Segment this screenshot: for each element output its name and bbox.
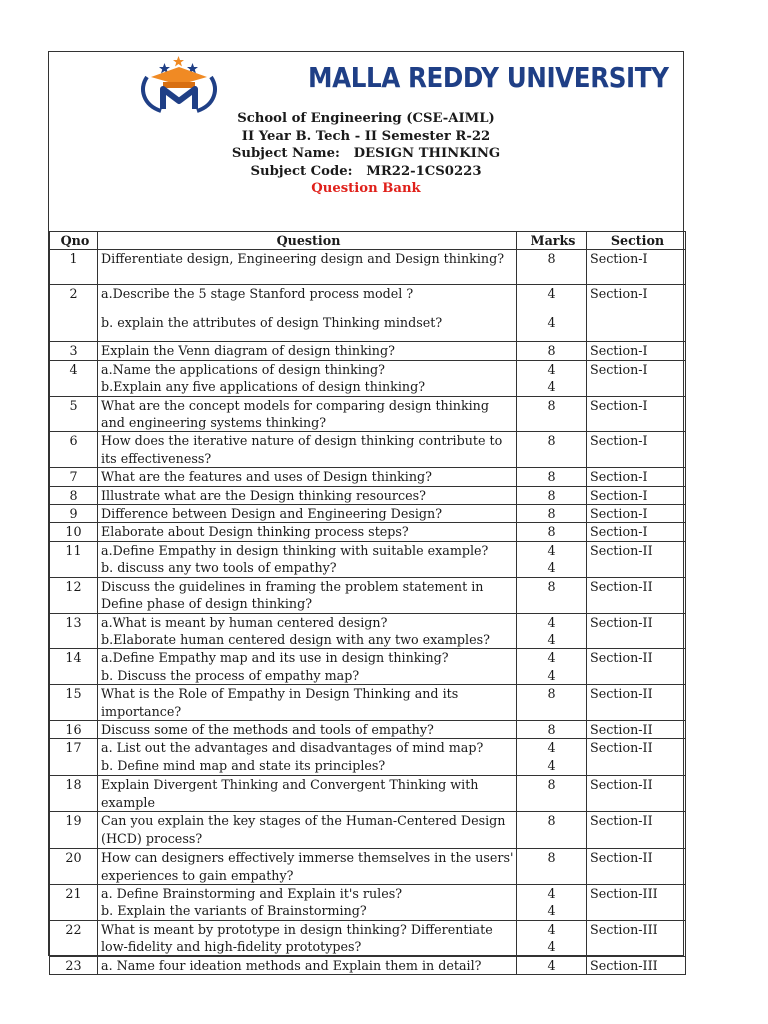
section: Section-I (587, 468, 686, 486)
table-row (50, 486, 686, 504)
question-text (98, 956, 517, 974)
question-text (98, 468, 517, 486)
marks (517, 776, 587, 812)
question-table (49, 231, 686, 975)
question-number: 15 (50, 685, 98, 721)
marks (517, 720, 587, 738)
marks-value: 8 (547, 850, 556, 866)
marks (517, 342, 587, 360)
question-part: a.Name the applications of design thinking? (101, 361, 385, 377)
question-text (98, 920, 517, 956)
section: Section-I (587, 396, 686, 432)
marks (517, 432, 587, 468)
question-part: Elaborate about Design thinking process steps? (101, 524, 409, 540)
question-part: b. explain the attributes of design Thinking mindset? (101, 314, 443, 330)
header-lines (49, 110, 683, 198)
marks-value: 4 (547, 667, 556, 683)
question-number: 4 (50, 360, 98, 396)
question-number: 17 (50, 739, 98, 776)
question-number: 22 (50, 920, 98, 956)
question-part: Differentiate design, Engineering design and Design thinking? (101, 251, 504, 267)
marks-value: 4 (547, 361, 556, 377)
question-text (98, 523, 517, 541)
question-number: 16 (50, 720, 98, 738)
question-text (98, 577, 517, 613)
marks (517, 541, 587, 577)
section: Section-II (587, 739, 686, 776)
question-number: 10 (50, 523, 98, 541)
marks-value: 4 (547, 885, 556, 901)
marks-value: 8 (547, 813, 556, 829)
section: Section-I (587, 523, 686, 541)
marks (517, 920, 587, 956)
marks-value: 4 (547, 921, 556, 937)
marks (517, 739, 587, 776)
table-row (50, 505, 686, 523)
question-number: 6 (50, 432, 98, 468)
marks-value: 4 (547, 560, 556, 576)
marks-value: 4 (547, 314, 556, 330)
question-part: a.What is meant by human centered design? (101, 614, 388, 630)
question-part: a.Define Empathy map and its use in design thinking? (101, 650, 449, 666)
question-part: Explain Divergent Thinking and Convergent Thinking with example (101, 777, 479, 810)
question-text (98, 812, 517, 849)
table-row (50, 812, 686, 849)
question-part: a.Describe the 5 stage Stanford process model ? (101, 286, 414, 302)
marks (517, 486, 587, 504)
section: Section-I (587, 250, 686, 285)
question-number: 8 (50, 486, 98, 504)
table-row (50, 720, 686, 738)
school-line: School of Engineering (CSE-AIML) (237, 111, 495, 126)
marks-value: 8 (547, 686, 556, 702)
section: Section-II (587, 720, 686, 738)
marks-value: 8 (547, 487, 556, 503)
subject-code-line: Subject Code: MR22-1CS0223 (250, 163, 482, 179)
section: Section-I (587, 342, 686, 360)
year-line: II Year B. Tech - II Semester R-22 (241, 128, 491, 144)
question-part: How does the iterative nature of design thinking contribute to its effectiveness? (101, 433, 503, 466)
section: Section-II (587, 649, 686, 685)
marks-value: 8 (547, 469, 556, 485)
subject-name-line: Subject Name: DESIGN THINKING (231, 146, 501, 161)
question-part: b. Discuss the process of empathy map? (101, 667, 360, 683)
table-row (50, 432, 686, 468)
table-row (50, 360, 686, 396)
col-header-qno: Qno (50, 232, 98, 250)
marks (517, 884, 587, 920)
col-header-section: Section (587, 232, 686, 250)
table-header-row (50, 232, 686, 250)
question-part: Illustrate what are the Design thinking resources? (101, 487, 426, 503)
marks-value: 4 (547, 286, 556, 302)
question-part: Discuss the guidelines in framing the problem statement in Define phase of design thinking? (101, 578, 484, 612)
marks (517, 396, 587, 432)
question-text (98, 776, 517, 812)
question-number: 20 (50, 849, 98, 885)
university-logo (133, 55, 669, 115)
marks-value: 8 (547, 343, 556, 359)
table-row (50, 342, 686, 360)
marks-value: 8 (547, 506, 556, 522)
question-text (98, 432, 517, 468)
question-number: 14 (50, 649, 98, 685)
question-number: 13 (50, 613, 98, 649)
marks-value: 4 (547, 957, 556, 973)
table-row (50, 776, 686, 812)
marks (517, 812, 587, 849)
question-part: What are the concept models for comparing design thinking and engineering systems thinking? (101, 397, 489, 431)
question-number: 18 (50, 776, 98, 812)
question-number: 19 (50, 812, 98, 849)
question-text (98, 342, 517, 360)
question-text (98, 649, 517, 685)
question-part: What is meant by prototype in design thinking? Differentiate low-fidelity and high-fidelity prototypes? (101, 921, 493, 955)
question-number: 7 (50, 468, 98, 486)
table-row (50, 396, 686, 432)
section: Section-I (587, 505, 686, 523)
section: Section-II (587, 776, 686, 812)
table-row (50, 468, 686, 486)
question-number: 21 (50, 884, 98, 920)
table-row (50, 649, 686, 685)
question-part: Explain the Venn diagram of design thinking? (101, 343, 395, 359)
section: Section-III (587, 920, 686, 956)
question-part: b. Explain the variants of Brainstorming? (101, 903, 367, 919)
col-header-question: Question (98, 232, 517, 250)
marks (517, 613, 587, 649)
question-number: 2 (50, 285, 98, 342)
section: Section-II (587, 541, 686, 577)
question-number: 12 (50, 577, 98, 613)
table-row (50, 920, 686, 956)
question-number: 3 (50, 342, 98, 360)
question-text (98, 285, 517, 342)
table-row (50, 613, 686, 649)
marks (517, 250, 587, 285)
section: Section-II (587, 577, 686, 613)
marks (517, 285, 587, 342)
section: Section-II (587, 849, 686, 885)
question-number: 11 (50, 541, 98, 577)
marks (517, 849, 587, 885)
marks-value: 8 (547, 433, 556, 449)
marks (517, 685, 587, 721)
question-part: Difference between Design and Engineering Design? (101, 506, 443, 522)
question-part: b.Explain any five applications of design thinking? (101, 379, 426, 395)
marks-value: 4 (547, 903, 556, 919)
question-bank-label: Question Bank (311, 181, 421, 196)
marks-value: 8 (547, 721, 556, 737)
question-text (98, 360, 517, 396)
question-text (98, 541, 517, 577)
section: Section-II (587, 812, 686, 849)
question-part: b. discuss any two tools of empathy? (101, 560, 337, 576)
table-row (50, 685, 686, 721)
marks-value: 4 (547, 631, 556, 647)
document-header (49, 52, 683, 232)
table-row (50, 849, 686, 885)
section: Section-III (587, 884, 686, 920)
question-part: Discuss some of the methods and tools of empathy? (101, 721, 434, 737)
question-text (98, 613, 517, 649)
question-text (98, 720, 517, 738)
marks (517, 360, 587, 396)
question-number: 1 (50, 250, 98, 285)
question-part: What are the features and uses of Design thinking? (101, 469, 432, 485)
marks (517, 956, 587, 974)
marks (517, 523, 587, 541)
question-part: How can designers effectively immerse themselves in the users' experiences to gain empathy? (101, 850, 514, 883)
section: Section-II (587, 613, 686, 649)
section: Section-III (587, 956, 686, 974)
document-frame (48, 51, 684, 973)
marks (517, 505, 587, 523)
marks-value: 4 (547, 542, 556, 558)
table-row (50, 577, 686, 613)
marks-value: 8 (547, 251, 556, 267)
question-number: 23 (50, 956, 98, 974)
marks-value: 8 (547, 777, 556, 793)
table-row (50, 956, 686, 974)
table-row (50, 285, 686, 342)
marks-value: 4 (547, 757, 556, 773)
marks (517, 468, 587, 486)
question-part: b.Elaborate human centered design with any two examples? (101, 631, 490, 647)
question-text (98, 685, 517, 721)
marks-value: 4 (547, 939, 556, 955)
question-text (98, 486, 517, 504)
table-row (50, 541, 686, 577)
question-part: b. Define mind map and state its principles? (101, 757, 386, 773)
question-text (98, 250, 517, 285)
col-header-marks: Marks (517, 232, 587, 250)
question-number: 9 (50, 505, 98, 523)
university-name: MALLA REDDY UNIVERSITY (308, 61, 669, 94)
marks (517, 649, 587, 685)
section: Section-I (587, 360, 686, 396)
table-body (50, 250, 686, 975)
university-emblem-icon (133, 55, 308, 115)
marks-value: 8 (547, 524, 556, 540)
marks-value: 8 (547, 578, 556, 594)
question-part: Can you explain the key stages of the Human-Centered Design (HCD) process? (101, 813, 506, 846)
marks-value: 4 (547, 740, 556, 756)
section: Section-II (587, 685, 686, 721)
question-part: a. Name four ideation methods and Explain them in detail? (101, 957, 482, 973)
section: Section-I (587, 486, 686, 504)
question-text (98, 739, 517, 776)
question-part: a. List out the advantages and disadvantages of mind map? (101, 740, 484, 756)
section: Section-I (587, 285, 686, 342)
table-row (50, 523, 686, 541)
section: Section-I (587, 432, 686, 468)
marks-value: 8 (547, 397, 556, 413)
table-row (50, 884, 686, 920)
question-text (98, 849, 517, 885)
marks-value: 4 (547, 379, 556, 395)
question-number: 5 (50, 396, 98, 432)
table-row (50, 250, 686, 285)
marks-value: 4 (547, 614, 556, 630)
marks (517, 577, 587, 613)
marks-value: 4 (547, 650, 556, 666)
question-text (98, 884, 517, 920)
table-row (50, 739, 686, 776)
question-part: a. Define Brainstorming and Explain it's rules? (101, 885, 403, 901)
question-part: a.Define Empathy in design thinking with suitable example? (101, 542, 489, 558)
question-text (98, 396, 517, 432)
question-part: What is the Role of Empathy in Design Thinking and its importance? (101, 686, 459, 719)
question-text (98, 505, 517, 523)
